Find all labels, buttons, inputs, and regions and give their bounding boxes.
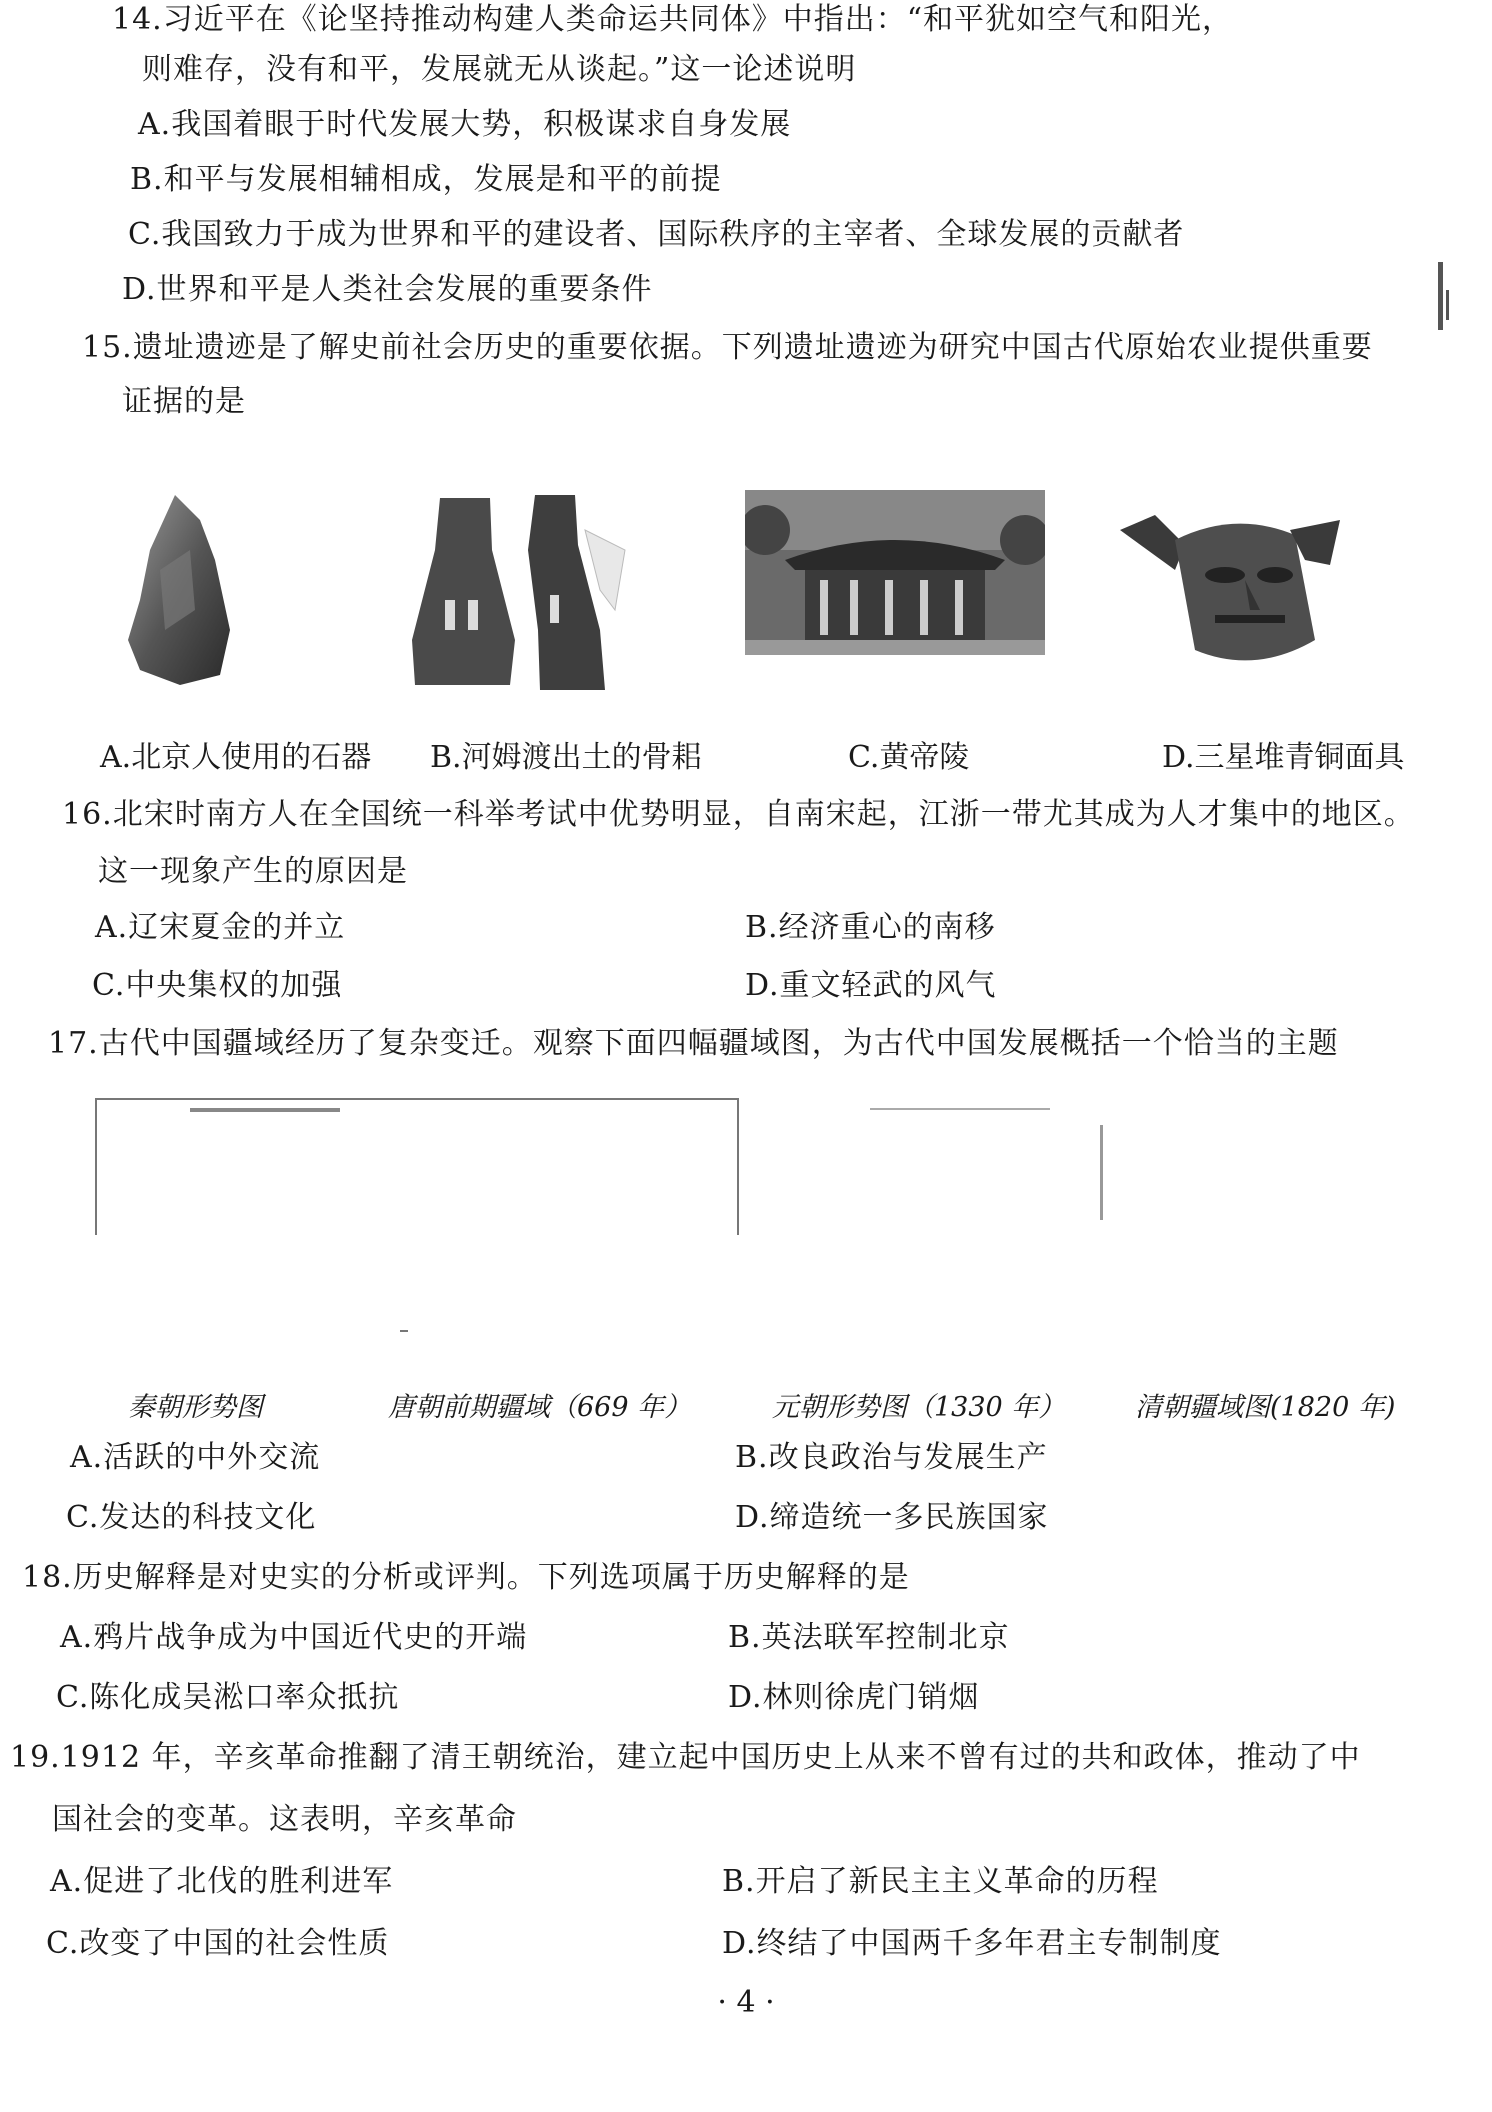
bone-spade-image bbox=[400, 490, 640, 700]
q15-stem-line2: 证据的是 bbox=[122, 384, 246, 419]
q17-option-c: C.发达的科技文化 bbox=[66, 1500, 317, 1535]
q14-option-b: B.和平与发展相辅相成，发展是和平的前提 bbox=[130, 162, 722, 197]
map-label-tang: 唐朝前期疆域（669 年） bbox=[388, 1392, 692, 1423]
q18-option-c: C.陈化成吴淞口率众抵抗 bbox=[56, 1680, 400, 1715]
q18-option-d: D.林则徐虎门销烟 bbox=[728, 1680, 980, 1715]
q17-stem: 17.古代中国疆域经历了复杂变迁。观察下面四幅疆域图，为古代中国发展概括一个恰当的主题 bbox=[48, 1026, 1339, 1061]
q16-option-a: A.辽宋夏金的并立 bbox=[95, 910, 346, 945]
q14-option-a: A.我国着眼于时代发展大势，积极谋求自身发展 bbox=[138, 107, 792, 142]
q18-option-b: B.英法联军控制北京 bbox=[728, 1620, 1010, 1655]
q14-option-d: D.世界和平是人类社会发展的重要条件 bbox=[122, 272, 653, 307]
map-label-yuan: 元朝形势图（1330 年） bbox=[772, 1392, 1066, 1423]
scan-artifact bbox=[1438, 262, 1443, 330]
q19-option-d: D.终结了中国两千多年君主专制制度 bbox=[722, 1926, 1222, 1961]
q16-stem-line2: 这一现象产生的原因是 bbox=[98, 854, 408, 889]
map-label-qin: 秦朝形势图 bbox=[128, 1392, 263, 1423]
scan-artifact bbox=[400, 1330, 408, 1332]
q16-option-d: D.重文轻武的风气 bbox=[745, 968, 997, 1003]
q19-option-a: A.促进了北伐的胜利进军 bbox=[50, 1864, 394, 1899]
map-label-qing: 清朝疆域图(1820 年) bbox=[1135, 1392, 1396, 1423]
page-number: · 4 · bbox=[717, 1985, 775, 2020]
q15-option-b: B.河姆渡出土的骨耜 bbox=[430, 740, 702, 775]
q19-stem-line2: 国社会的变革。这表明，辛亥革命 bbox=[52, 1802, 517, 1837]
scan-artifact bbox=[870, 1108, 1050, 1110]
q15-option-c: C.黄帝陵 bbox=[848, 740, 970, 775]
q16-option-c: C.中央集权的加强 bbox=[92, 968, 343, 1003]
scan-artifact bbox=[1446, 290, 1449, 320]
q17-option-a: A.活跃的中外交流 bbox=[70, 1440, 321, 1475]
q15-stem-line1: 15.遗址遗迹是了解史前社会历史的重要依据。下列遗址遗迹为研究中国古代原始农业提供重要 bbox=[82, 330, 1373, 365]
stone-tool-image bbox=[120, 490, 250, 690]
map-frame-qin-tang bbox=[95, 1098, 739, 1235]
scan-artifact bbox=[190, 1108, 340, 1112]
q15-figures bbox=[110, 490, 1400, 720]
q19-option-c: C.改变了中国的社会性质 bbox=[46, 1926, 390, 1961]
q19-option-b: B.开启了新民主主义革命的历程 bbox=[722, 1864, 1159, 1899]
scan-artifact bbox=[1100, 1125, 1103, 1220]
q14-stem-line2: 则难存，没有和平，发展就无从谈起。”这一论述说明 bbox=[142, 52, 857, 87]
q14-option-c: C.我国致力于成为世界和平的建设者、国际秩序的主宰者、全球发展的贡献者 bbox=[128, 217, 1185, 252]
q19-stem-line1: 19.1912 年，辛亥革命推翻了清王朝统治，建立起中国历史上从来不曾有过的共和政体，推动了中 bbox=[10, 1740, 1361, 1775]
q17-option-d: D.缔造统一多民族国家 bbox=[735, 1500, 1049, 1535]
q15-option-a: A.北京人使用的石器 bbox=[100, 740, 372, 775]
q15-option-d: D.三星堆青铜面具 bbox=[1162, 740, 1405, 775]
q14-stem-line1: 14.习近平在《论坚持推动构建人类命运共同体》中指出：“和平犹如空气和阳光， bbox=[112, 2, 1234, 37]
q16-stem-line1: 16.北宋时南方人在全国统一科举考试中优势明显，自南宋起，江浙一带尤其成为人才集中的地区。 bbox=[62, 797, 1415, 832]
q18-option-a: A.鸦片战争成为中国近代史的开端 bbox=[60, 1620, 528, 1655]
mausoleum-image bbox=[745, 490, 1045, 655]
q17-option-b: B.改良政治与发展生产 bbox=[735, 1440, 1048, 1475]
q18-stem: 18.历史解释是对史实的分析或评判。下列选项属于历史解释的是 bbox=[22, 1560, 910, 1595]
bronze-mask-image bbox=[1115, 490, 1345, 680]
q16-option-b: B.经济重心的南移 bbox=[745, 910, 996, 945]
